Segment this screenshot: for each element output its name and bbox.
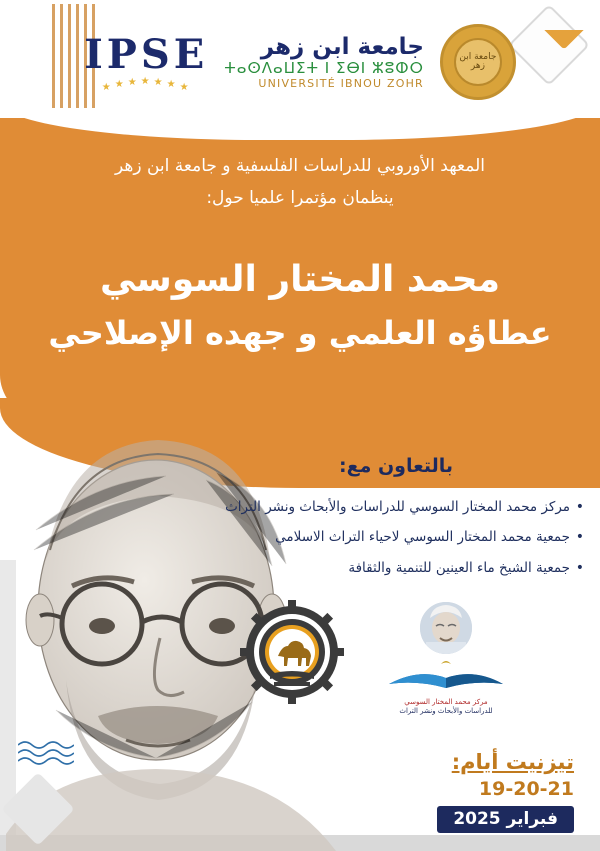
list-item: • مركز محمد المختار السوسي للدراسات والأبحاث ونشر التراث [164, 492, 584, 522]
intro-line-1: المعهد الأوروبي للدراسات الفلسفية و جامعة ابن زهر [115, 156, 485, 176]
emblem-caption [380, 698, 512, 716]
university-seal-icon [440, 24, 516, 100]
event-month-badge: فبراير 2025 [437, 806, 574, 833]
collaboration-heading: بالتعاون مع: [339, 455, 453, 477]
event-footer [314, 750, 574, 833]
university-name-french: UNIVERSITÉ IBNOU ZOHR [258, 76, 424, 90]
university-name-tifinagh: ⵜⴰⵙⴷⴰⵡⵉⵜ ⵏ ⵉⴱⵏ ⵣⵓⵀⵔ [224, 59, 424, 78]
ipse-acronym: IPSE [84, 31, 209, 78]
list-item: • جمعية الشيخ ماء العينين للتنمية والثقافة [164, 553, 584, 583]
university-name-arabic: جامعة ابن زهر [260, 33, 424, 60]
list-item: • جمعية محمد المختار السوسي لاحياء التراث الاسلامي [164, 522, 584, 552]
open-book-icon [381, 658, 511, 692]
title-line-2: عطاؤه العلمي و جهده الإصلاحي [48, 313, 552, 352]
title-line-1: محمد المختار السوسي [100, 259, 500, 300]
emblem-caption-line-2: للدراسات والأبحاث ونشر التراث [399, 707, 493, 716]
portrait-book-emblem-icon [380, 600, 512, 716]
page-title [0, 252, 600, 359]
event-days: 19-20-21 [478, 778, 574, 800]
emblem-portrait-icon [418, 600, 474, 656]
university-wordmark [224, 34, 424, 90]
decorative-wave [18, 739, 74, 765]
ipse-logo [84, 31, 209, 93]
event-city-label: تيزنيت أيام: [451, 750, 574, 774]
camel-gear-emblem-icon [240, 600, 344, 704]
intro-text [0, 150, 600, 215]
ipse-stars-icon: ★ ★ ★ ★ ★ ★ ★ [101, 76, 191, 93]
seal-center-text: جامعة ابن زهر [454, 38, 502, 86]
intro-line-2: ينظمان مؤتمرا علميا حول: [206, 188, 394, 209]
partner-logos [240, 600, 560, 720]
logo-row [0, 18, 600, 106]
emblem-caption-line-1: مركز محمد المختار السوسي [404, 698, 488, 706]
collaboration-partner-list [164, 492, 584, 583]
event-city [314, 750, 574, 774]
